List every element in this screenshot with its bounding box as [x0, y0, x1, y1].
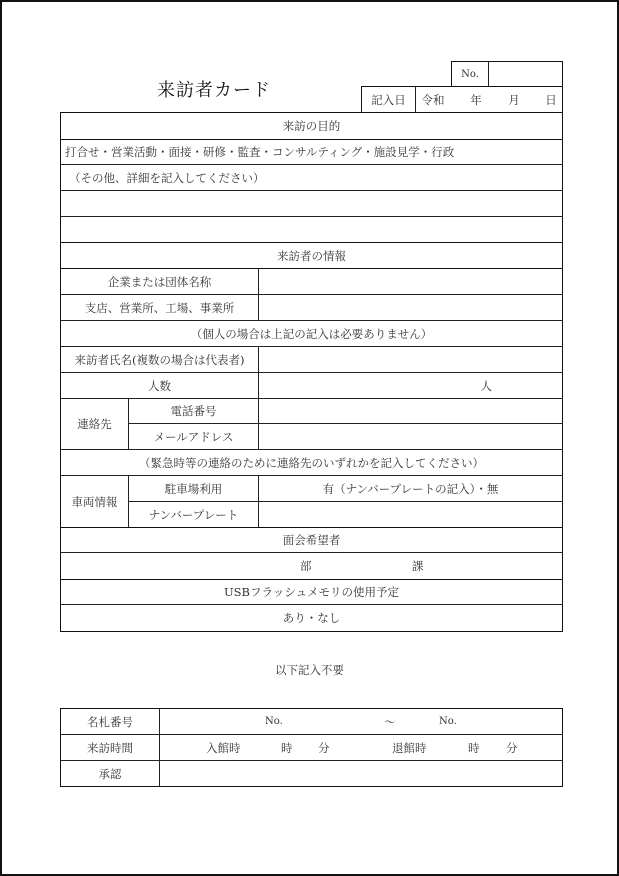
badge-field[interactable] [160, 709, 562, 734]
branch-field[interactable] [259, 295, 562, 320]
out-hour: 時 [468, 740, 480, 755]
month-label[interactable]: 月 [508, 92, 520, 107]
purpose-options[interactable]: 打合せ・営業活動・面接・研修・監査・コンサルティング・施設見学・行政 [65, 145, 455, 159]
in-hour: 時 [281, 740, 293, 755]
count-field[interactable] [259, 373, 562, 398]
visitor-name-field[interactable] [259, 347, 562, 372]
era-label[interactable]: 令和 [421, 92, 445, 107]
parking-label: 駐車場利用 [164, 481, 223, 496]
branch-label: 支店、営業所、工場、事業所 [84, 300, 235, 315]
out-label: 退館時 [392, 740, 427, 755]
badge-no-to: No. [439, 716, 457, 727]
badge-tilde: ～ [384, 714, 396, 729]
entry-date-label: 記入日 [371, 92, 406, 107]
company-field[interactable] [259, 269, 562, 294]
phone-label: 電話番号 [170, 404, 217, 418]
visitor-name-label: 来訪者氏名(複数の場合は代表者) [74, 352, 245, 367]
out-min: 分 [506, 740, 518, 755]
section-label: 課 [412, 559, 424, 573]
email-label: メールアドレス [153, 429, 234, 444]
day-label[interactable]: 日 [545, 92, 557, 107]
email-field[interactable] [259, 424, 562, 449]
office-use-note: 以下記入不要 [275, 663, 344, 677]
usb-heading: USBフラッシュメモリの使用予定 [223, 585, 400, 599]
no-label: No. [461, 68, 479, 80]
usb-options[interactable]: あり・なし [282, 611, 341, 625]
no-field[interactable] [489, 62, 562, 86]
plate-field[interactable] [259, 502, 562, 527]
purpose-heading: 来訪の目的 [282, 119, 341, 133]
company-label: 企業または団体名称 [107, 274, 212, 289]
count-label: 人数 [148, 378, 171, 393]
visitor-heading: 来訪者の情報 [277, 248, 346, 263]
in-min: 分 [318, 740, 330, 755]
badge-no-from: No. [265, 716, 283, 727]
plate-label: ナンバープレート [148, 507, 239, 522]
individual-note: （個人の場合は上記の記入は必要ありません） [190, 326, 433, 341]
emergency-note: （緊急時等の連絡のために連絡先のいずれかを記入してください） [139, 455, 484, 470]
time-label: 来訪時間 [87, 740, 133, 755]
purpose-detail-field[interactable] [61, 217, 562, 242]
year-label[interactable]: 年 [470, 92, 482, 107]
count-unit: 人 [480, 378, 492, 393]
time-field[interactable] [160, 735, 562, 760]
purpose-detail-field[interactable] [61, 191, 562, 216]
in-label: 入館時 [206, 740, 241, 755]
parking-options[interactable]: 有（ナンバープレートの記入）・無 [322, 481, 499, 496]
badge-label: 名札番号 [87, 714, 133, 729]
page-title: 来訪者カード [157, 80, 271, 101]
dept-label: 部 [300, 559, 312, 573]
meeting-field[interactable] [61, 553, 562, 579]
phone-field[interactable] [259, 399, 562, 423]
meeting-heading: 面会希望者 [282, 533, 341, 547]
approval-label: 承認 [98, 766, 122, 781]
vehicle-label: 車両情報 [71, 494, 118, 509]
contact-label: 連絡先 [77, 417, 112, 431]
purpose-other-note: （その他、詳細を記入してください） [69, 170, 265, 185]
approval-field[interactable] [160, 761, 562, 786]
